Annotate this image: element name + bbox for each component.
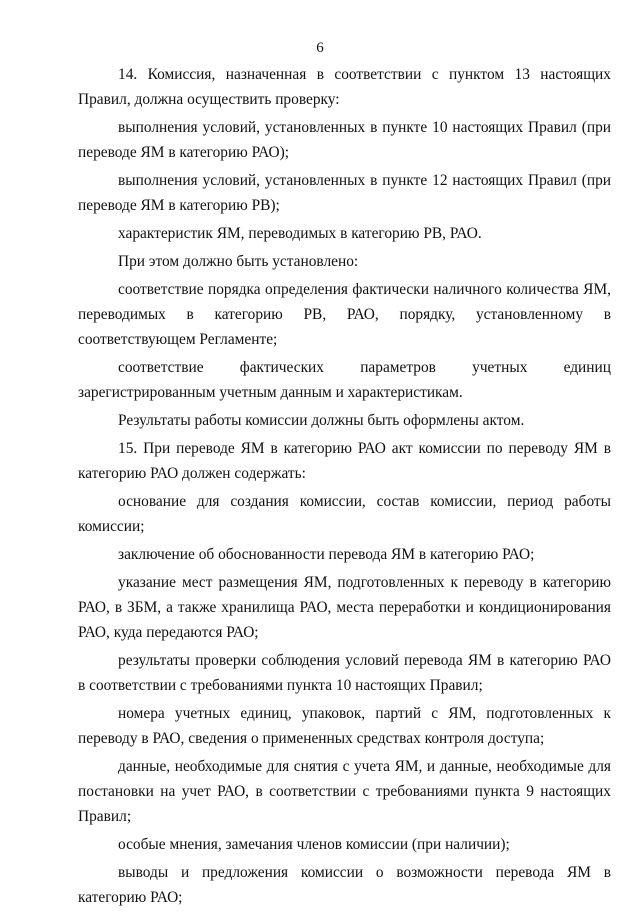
page-number: 6 [316, 40, 324, 56]
paragraph: характеристик ЯМ, переводимых в категорию РВ, РАО. [118, 225, 482, 242]
paragraph: основание для создания комиссии, состав комиссии, период работы комиссии; [78, 493, 611, 535]
paragraph: указание мест размещения ЯМ, подготовленных к переводу в категорию РАО, в ЗБМ, а также хранилища РАО, места переработки и кондиционирования РАО, куда передаются РАО; [78, 574, 611, 641]
paragraph: результаты проверки соблюдения условий перевода ЯМ в категорию РАО в соответствии с требованиями пункта 10 настоящих Правил; [78, 652, 611, 694]
paragraph: Результаты работы комиссии должны быть оформлены актом. [118, 412, 525, 429]
paragraph: выполнения условий, установленных в пункте 12 настоящих Правил (при переводе ЯМ в категорию РВ); [78, 172, 611, 214]
paragraph: При этом должно быть установлено: [118, 253, 359, 270]
paragraph: номера учетных единиц, упаковок, партий с ЯМ, подготовленных к переводу в РАО, сведения о примененных средствах контроля доступа; [78, 705, 611, 747]
paragraph: данные, необходимые для снятия с учета ЯМ, и данные, необходимые для постановки на учет РАО, в соответствии с требованиями пункта 9 настоящих Правил; [78, 758, 611, 825]
paragraph: 15. При переводе ЯМ в категорию РАО акт комиссии по переводу ЯМ в категорию РАО должен содержать: [78, 440, 611, 482]
paragraph: выводы и предложения комиссии о возможности перевода ЯМ в категорию РАО; [78, 864, 611, 906]
paragraph: соответствие фактических параметров учетных единиц зарегистрированным учетным данным и характеристикам. [78, 359, 611, 401]
paragraph: особые мнения, замечания членов комиссии (при наличии); [118, 836, 510, 853]
paragraph: соответствие порядка определения фактически наличного количества ЯМ, переводимых в категорию РВ, РАО, порядку, установленному в соответствующем Регламенте; [78, 281, 611, 348]
document-body [78, 62, 611, 913]
paragraph: 14. Комиссия, назначенная в соответствии с пунктом 13 настоящих Правил, должна осуществить проверку: [78, 66, 611, 108]
paragraph: заключение об обоснованности перевода ЯМ в категорию РАО; [118, 546, 535, 563]
paragraph: выполнения условий, установленных в пункте 10 настоящих Правил (при переводе ЯМ в категорию РАО); [78, 119, 611, 161]
